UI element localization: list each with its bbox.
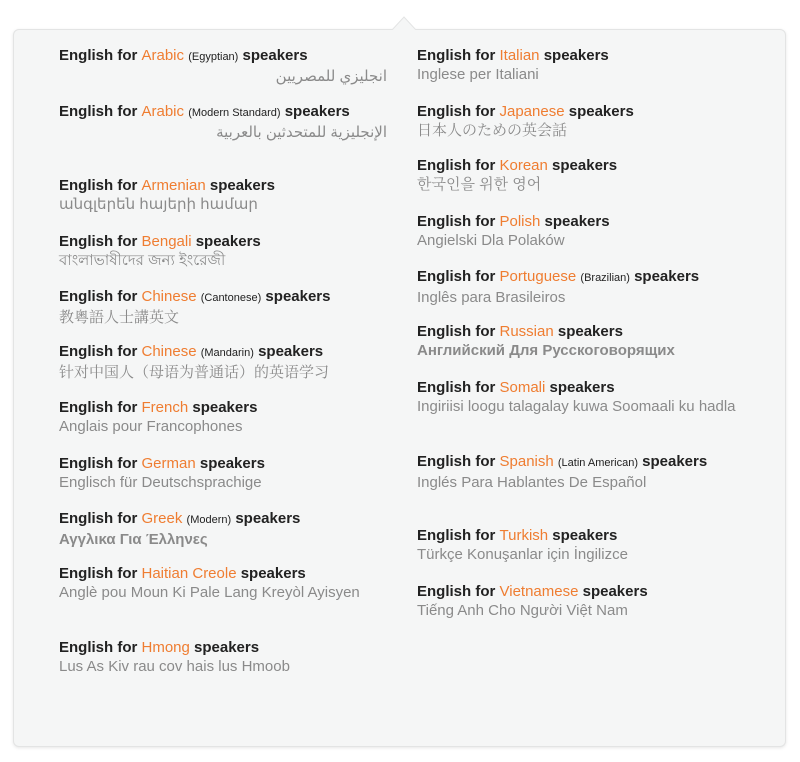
- option-title: [417, 582, 757, 601]
- title-prefix: English for: [59, 565, 142, 582]
- language-name: Chinese: [141, 343, 197, 360]
- title-suffix: speakers: [195, 455, 265, 472]
- language-option-russian[interactable]: [417, 322, 757, 360]
- option-title: [59, 102, 399, 123]
- option-title: [417, 267, 757, 288]
- language-option-hmong[interactable]: [59, 638, 399, 676]
- option-title: [59, 509, 399, 530]
- title-suffix: speakers: [637, 453, 708, 470]
- native-language-name: անգլերեն հայերի համար: [59, 196, 258, 213]
- option-title: [59, 176, 399, 195]
- title-prefix: English for: [59, 639, 142, 656]
- language-name: Chinese: [141, 288, 197, 305]
- title-prefix: English for: [417, 47, 500, 64]
- native-language-name: Lus As Kiv rau cov hais lus Hmoob: [59, 658, 290, 675]
- language-option-vietnamese[interactable]: [417, 582, 757, 620]
- language-name: Vietnamese: [499, 583, 579, 600]
- language-option-arabic-egyptian[interactable]: [59, 46, 399, 86]
- option-title: [417, 102, 757, 121]
- title-prefix: English for: [59, 47, 142, 64]
- language-name: Haitian Creole: [141, 565, 237, 582]
- language-name: Polish: [499, 213, 541, 230]
- language-qualifier: (Mandarin): [200, 347, 254, 359]
- language-qualifier: (Cantonese): [200, 292, 262, 304]
- title-prefix: English for: [59, 455, 142, 472]
- language-name: Korean: [499, 157, 548, 174]
- option-title: [417, 452, 757, 473]
- option-title: [417, 156, 757, 175]
- language-option-japanese[interactable]: [417, 102, 757, 140]
- language-name: Spanish: [499, 453, 554, 470]
- title-prefix: English for: [417, 453, 500, 470]
- language-option-somali[interactable]: [417, 378, 757, 416]
- language-name: Arabic: [141, 103, 185, 120]
- native-language-name: Tiếng Anh Cho Người Việt Nam: [417, 602, 628, 619]
- native-language-name: Anglè pou Moun Ki Pale Lang Kreyòl Ayisyen: [59, 584, 360, 601]
- language-qualifier: (Modern): [186, 514, 232, 526]
- title-suffix: speakers: [191, 233, 261, 250]
- language-option-chinese-mandarin[interactable]: [59, 342, 399, 382]
- native-language-name: 한국인을 위한 영어: [417, 176, 542, 193]
- language-option-portuguese-brazilian[interactable]: [417, 267, 757, 307]
- title-prefix: English for: [59, 177, 142, 194]
- native-language-name: Anglais pour Francophones: [59, 418, 243, 435]
- title-suffix: speakers: [553, 323, 623, 340]
- language-option-spanish-latin-american[interactable]: [417, 452, 757, 492]
- title-suffix: speakers: [188, 399, 258, 416]
- option-title: [59, 454, 399, 473]
- language-option-german[interactable]: [59, 454, 399, 492]
- popover-caret: [392, 16, 416, 30]
- language-qualifier: (Modern Standard): [188, 107, 281, 119]
- language-name: Turkish: [499, 527, 549, 544]
- option-title: [59, 398, 399, 417]
- native-language-name: 日本人のための英会話: [417, 122, 568, 139]
- title-suffix: speakers: [545, 379, 615, 396]
- title-suffix: speakers: [261, 288, 331, 305]
- language-name: German: [141, 455, 196, 472]
- language-option-french[interactable]: [59, 398, 399, 436]
- title-prefix: English for: [59, 233, 142, 250]
- language-name: Greek: [141, 510, 183, 527]
- native-language-name: Ingiriisi loogu talagalay kuwa Soomaali ku hadla: [417, 398, 736, 415]
- title-prefix: English for: [417, 379, 500, 396]
- title-suffix: speakers: [564, 103, 634, 120]
- option-title: [417, 526, 757, 545]
- title-suffix: speakers: [231, 510, 301, 527]
- language-option-chinese-cantonese[interactable]: [59, 287, 399, 327]
- title-suffix: speakers: [547, 157, 618, 174]
- language-name: Armenian: [141, 177, 206, 194]
- title-suffix: speakers: [629, 268, 700, 285]
- title-prefix: English for: [417, 268, 500, 285]
- title-suffix: speakers: [253, 343, 324, 360]
- language-name: Russian: [499, 323, 554, 340]
- title-suffix: speakers: [540, 213, 610, 230]
- language-qualifier: (Brazilian): [580, 272, 630, 284]
- option-title: [59, 638, 399, 657]
- language-name: Arabic: [141, 47, 185, 64]
- title-suffix: speakers: [189, 639, 260, 656]
- language-qualifier: (Latin American): [557, 457, 638, 469]
- title-prefix: English for: [417, 213, 500, 230]
- title-suffix: speakers: [238, 47, 308, 64]
- native-language-name: Inglese per Italiani: [417, 66, 539, 83]
- option-title: [417, 322, 757, 341]
- language-name: Somali: [499, 379, 546, 396]
- title-suffix: speakers: [578, 583, 648, 600]
- language-name: Bengali: [141, 233, 192, 250]
- language-qualifier: (Egyptian): [188, 51, 239, 63]
- native-language-name: বাংলাভাষীদের জন্য ইংরেজী: [59, 252, 226, 269]
- native-language-name: Türkçe Konuşanlar için İngilizce: [417, 546, 628, 563]
- language-option-turkish[interactable]: [417, 526, 757, 564]
- title-suffix: speakers: [539, 47, 609, 64]
- language-option-greek-modern[interactable]: [59, 509, 399, 549]
- language-option-korean[interactable]: [417, 156, 757, 194]
- language-option-haitian-creole[interactable]: [59, 564, 399, 602]
- option-title: [417, 212, 757, 231]
- native-language-name: Englisch für Deutschsprachige: [59, 474, 262, 491]
- language-option-italian[interactable]: [417, 46, 757, 84]
- native-language-name: Αγγλικα Για Έλληνες: [59, 531, 208, 548]
- language-name: Japanese: [499, 103, 565, 120]
- title-suffix: speakers: [236, 565, 306, 582]
- title-prefix: English for: [417, 323, 500, 340]
- option-title: [59, 287, 399, 308]
- language-name: Italian: [499, 47, 540, 64]
- option-title: [59, 232, 399, 251]
- native-language-name: 教粵語人士講英文: [59, 309, 180, 326]
- native-language-name: الإنجليزية للمتحدثين بالعربية: [216, 124, 387, 141]
- language-name: Hmong: [141, 639, 190, 656]
- title-suffix: speakers: [205, 177, 275, 194]
- language-name: French: [141, 399, 189, 416]
- title-suffix: speakers: [548, 527, 618, 544]
- title-prefix: English for: [417, 157, 500, 174]
- option-title: [59, 46, 399, 67]
- language-option-polish[interactable]: [417, 212, 757, 250]
- title-prefix: English for: [417, 527, 500, 544]
- title-prefix: English for: [417, 103, 500, 120]
- native-language-name: Angielski Dla Polaków: [417, 232, 565, 249]
- native-language-name: Английский Для Русскоговорящих: [417, 342, 675, 359]
- title-prefix: English for: [59, 288, 142, 305]
- language-name: Portuguese: [499, 268, 577, 285]
- language-option-armenian[interactable]: [59, 176, 399, 214]
- option-title: [417, 46, 757, 65]
- title-prefix: English for: [417, 583, 500, 600]
- option-title: [59, 342, 399, 363]
- option-title: [59, 564, 399, 583]
- language-option-arabic-modern-standard[interactable]: [59, 102, 399, 142]
- native-language-name: انجليزي للمصريين: [275, 68, 387, 85]
- native-language-name: Inglés Para Hablantes De Español: [417, 474, 647, 491]
- native-language-name: Inglês para Brasileiros: [417, 289, 566, 306]
- title-prefix: English for: [59, 399, 142, 416]
- option-title: [417, 378, 757, 397]
- title-prefix: English for: [59, 103, 142, 120]
- title-prefix: English for: [59, 343, 142, 360]
- native-language-name: 针对中国人（母语为普通话）的英语学习: [59, 364, 330, 381]
- title-prefix: English for: [59, 510, 142, 527]
- title-suffix: speakers: [280, 103, 350, 120]
- language-option-bengali[interactable]: [59, 232, 399, 270]
